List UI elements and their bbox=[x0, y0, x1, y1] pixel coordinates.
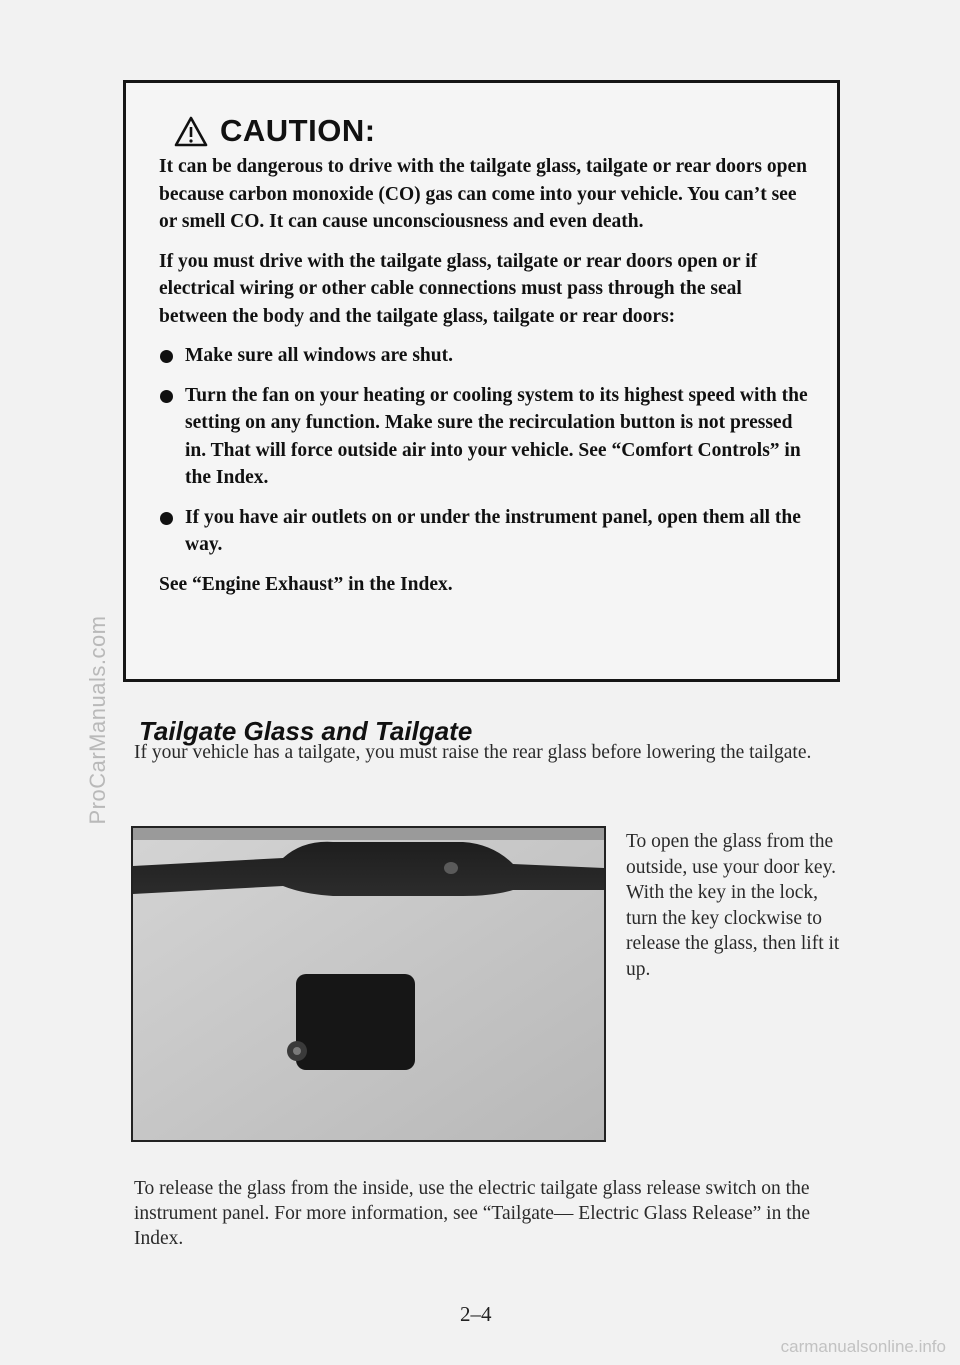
intro-paragraph: If your vehicle has a tailgate, you must raise the rear glass before lowering the tailgate. bbox=[134, 742, 812, 763]
caution-body bbox=[159, 153, 809, 610]
outside-open-instructions: To open the glass from the outside, use your door key. With the key in the lock, turn the key clockwise to release the glass, then lift it up. bbox=[626, 831, 840, 980]
side-watermark: ProCarManuals.com bbox=[85, 615, 110, 825]
bottom-watermark: carmanualsonline.info bbox=[780, 1337, 946, 1356]
caution-bullet-list bbox=[159, 342, 809, 559]
warning-triangle-icon bbox=[174, 116, 208, 147]
page-number: 2–4 bbox=[460, 1302, 492, 1326]
caution-closing: See “Engine Exhaust” in the Index. bbox=[159, 573, 453, 595]
caution-title: CAUTION: bbox=[220, 113, 376, 148]
bullet-dot-icon bbox=[160, 350, 173, 363]
caution-paragraph-2: If you must drive with the tailgate glass, tailgate or rear doors open or if electrical wiring or other cable connections must pass through the seal between the body and the tailgate glass, tailgate or rear doors: bbox=[159, 250, 758, 327]
section-heading: Tailgate Glass and Tailgate bbox=[139, 716, 473, 746]
caution-bullet-item bbox=[159, 342, 809, 370]
caution-bullet-item bbox=[159, 504, 809, 559]
caution-box bbox=[123, 80, 840, 682]
tailgate-photo bbox=[131, 826, 606, 1142]
caution-bullet-item bbox=[159, 382, 809, 492]
bullet-text: Make sure all windows are shut. bbox=[185, 345, 453, 366]
bullet-dot-icon bbox=[160, 512, 173, 525]
tailgate-lock-illustration bbox=[133, 828, 604, 1140]
inside-release-instructions: To release the glass from the inside, use the electric tailgate glass release switch on the instrument panel. For more information, see “Tailgate— Electric Glass Release” in the Index. bbox=[134, 1178, 811, 1249]
caution-paragraph-1: It can be dangerous to drive with the tailgate glass, tailgate or rear doors open because carbon monoxide (CO) gas can come into your vehicle. You can’t see or smell CO. It can cause unconsciousness and even death. bbox=[159, 156, 807, 232]
bullet-dot-icon bbox=[160, 390, 173, 403]
bullet-text: If you have air outlets on or under the instrument panel, open them all the way. bbox=[185, 506, 801, 555]
bullet-text: Turn the fan on your heating or cooling system to its highest speed with the setting on any function. Make sure the recirculation button is not pressed in. That will force outside air into your vehicle. See “Comfort Controls” in the Index. bbox=[185, 384, 808, 488]
caution-heading bbox=[174, 113, 376, 149]
